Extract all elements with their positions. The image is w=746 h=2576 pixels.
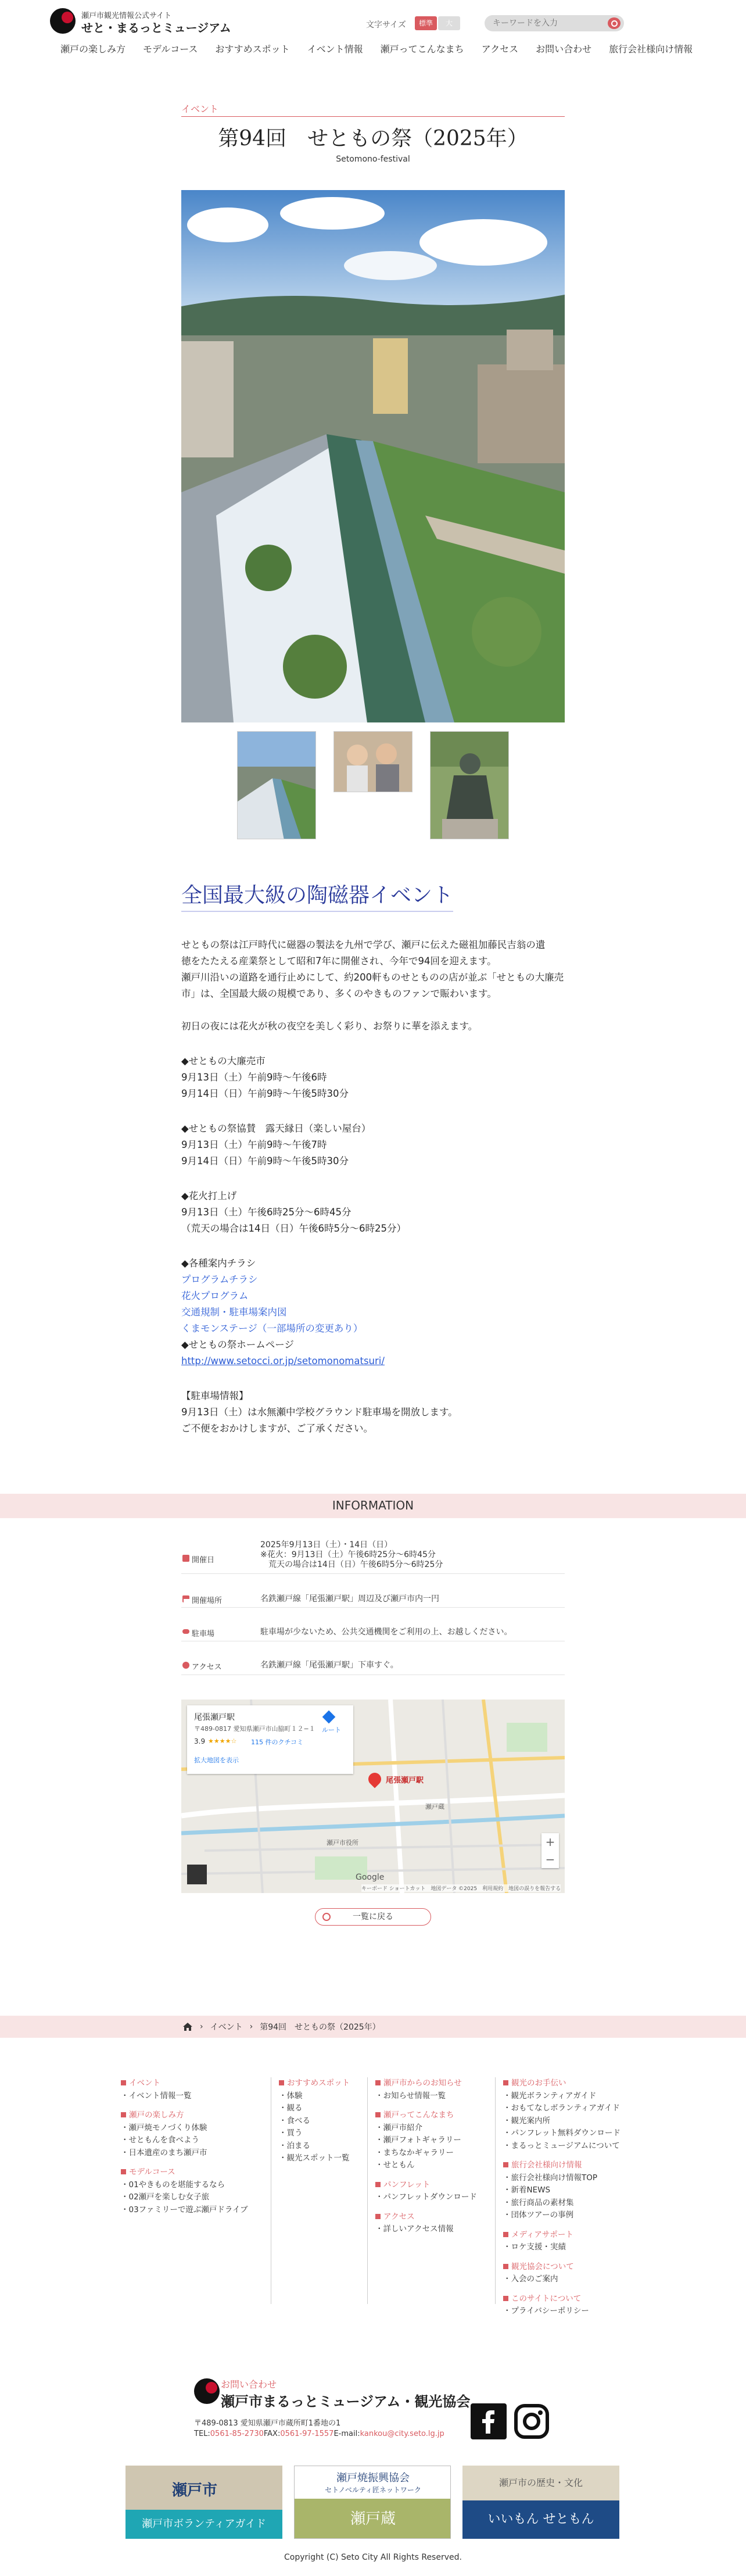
footer-link[interactable]: ・観光ボランティアガイド (503, 2091, 597, 2101)
search-icon[interactable] (608, 17, 621, 29)
nav-item-about-town[interactable]: 瀬戸ってこんなまち (380, 44, 464, 55)
footer-link[interactable]: ・パンフレットダウンロード (375, 2192, 477, 2202)
banner2-subtitle: セトノベルティ匠ネットワーク (325, 2486, 421, 2494)
nav-item-events[interactable]: イベント情報 (307, 44, 363, 55)
info-label-parking: 駐車場 (192, 1630, 215, 1638)
info-label-access: アクセス (192, 1663, 222, 1672)
footer-link[interactable]: ・03ファミリーで遊ぶ瀬戸ドライブ (121, 2205, 248, 2214)
footer-heading[interactable]: イベント (121, 2077, 260, 2090)
footer-heading[interactable]: このサイトについて (503, 2293, 631, 2306)
map-label-setogura: 瀬戸蔵 (425, 1803, 444, 1811)
footer-column-3 (375, 2077, 492, 2236)
footer-divider (495, 2077, 496, 2304)
footer-heading[interactable]: 観光のお手伝い (503, 2077, 631, 2090)
banner-volunteer-guide[interactable] (125, 2466, 282, 2539)
footer-heading[interactable]: 瀬戸ってこんなまち (375, 2109, 492, 2122)
banner2-title: 瀬戸焼振興協会 (336, 2472, 410, 2484)
matsuri-time-2: 9月14日（日）午前9時〜午後5時30分 (181, 1155, 349, 1167)
map-thumbnail-icon[interactable] (187, 1865, 207, 1884)
footer-link[interactable]: ・新着NEWS (503, 2185, 551, 2195)
contact-address: 〒489-0813 愛知県瀬戸市蔵所町1番地の1 (194, 2419, 341, 2428)
footer-link[interactable]: ・せともんを食べよう (121, 2135, 199, 2145)
email-link[interactable]: kankou@city.seto.lg.jp (360, 2430, 444, 2438)
section-heading: 全国最大級の陶磁器イベント (181, 879, 453, 912)
car-icon (182, 1629, 189, 1634)
map-reviews-link[interactable]: 115 件のクチコミ (251, 1738, 304, 1746)
footer-link[interactable]: ・入会のご案内 (503, 2274, 558, 2284)
footer-heading[interactable]: 瀬戸の楽しみ方 (121, 2109, 260, 2122)
contact-phone-line (194, 2430, 444, 2438)
banner-setoyaki-association[interactable] (294, 2466, 451, 2539)
footer-link[interactable]: ・ロケ支援・実績 (503, 2242, 566, 2252)
footer-heading[interactable]: モデルコース (121, 2166, 260, 2179)
map-stars-icon: ★★★★☆ (208, 1737, 237, 1745)
parking-heading: 【駐車場情報】 (181, 1390, 249, 1401)
footer-link[interactable]: ・01やきものを堪能するなら (121, 2180, 225, 2189)
matsuri-time-1: 9月13日（土）午前9時〜午後7時 (181, 1139, 327, 1150)
night-text: 初日の夜には花火が秋の夜空を美しく彩り、お祭りに華を添えます。 (181, 1021, 478, 1032)
nav-item-enjoy[interactable]: 瀬戸の楽しみ方 (60, 44, 126, 55)
program-flyer-link[interactable]: プログラムチラシ (181, 1274, 258, 1285)
footer-link[interactable]: ・旅行会社様向け情報TOP (503, 2173, 598, 2183)
flyers-heading: ◆各種案内チラシ (181, 1258, 256, 1269)
intro-line-3: 瀬戸川沿いの道路を通行止めにして、約200軒ものせとものの店が並ぶ「せともの大廉売 (181, 972, 564, 983)
footer-column-2 (279, 2077, 372, 2165)
footer-link[interactable]: ・観光スポット一覧 (279, 2153, 350, 2163)
intro-line-1: せともの祭は江戸時代に磁器の製法を九州で学び、瀬戸に伝えた磁祖加藤民吉翁の遺 (181, 939, 546, 950)
footer-link[interactable]: ・おもてなしボランティアガイド (503, 2103, 620, 2113)
breadcrumb-events-link[interactable]: イベント (210, 2023, 243, 2032)
banner3-subtitle: いいもん せともん (462, 2500, 619, 2539)
footer-link[interactable]: ・02瀬戸を楽しむ女子旅 (121, 2192, 210, 2202)
map-place-card (187, 1705, 353, 1774)
sale-heading: ◆せともの大廉売市 (181, 1056, 266, 1067)
info-date-1: 2025年9月13日（土）・14日（日） (260, 1540, 393, 1550)
nav-item-spots[interactable]: おすすめスポット (215, 44, 290, 55)
map-route-link[interactable]: ルート (322, 1726, 341, 1734)
map-attribution: キーボード ショートカット 地図データ ©2025 利用規約 地図の誤りを報告する (361, 1884, 561, 1892)
footer-link[interactable]: ・詳しいアクセス情報 (375, 2224, 454, 2234)
contact-organization: 瀬戸市まるっとミュージアム・観光協会 (221, 2393, 471, 2410)
font-size-large-button[interactable]: 大 (438, 16, 460, 30)
info-place-value: 名鉄瀬戸線「尾張瀬戸駅」周辺及び瀬戸市内一円 (260, 1594, 439, 1604)
parking-line-1: 9月13日（土）は水無瀬中学校グラウンド駐車場を開放します。 (181, 1407, 458, 1418)
map-place-address: 〒489-0817 愛知県瀬戸市山脇町１２−１ (194, 1725, 315, 1733)
footer-spacer (375, 2102, 492, 2109)
site-header (0, 0, 746, 64)
footer-column-1 (121, 2077, 260, 2216)
footer-spacer (503, 2286, 631, 2293)
footer-heading[interactable]: パンフレット (375, 2179, 492, 2192)
intro-line-4: 市」は、全国最大級の規模であり、多くのやきものファンで賑わいます。 (181, 988, 497, 999)
info-date-2: ※花火：9月13日（土）午後6時25分〜6時45分 (260, 1550, 436, 1559)
fax-link[interactable]: 0561-97-1557 (280, 2430, 334, 2438)
info-date-3: 荒天の場合は14日（日）午後6時5分〜6時25分 (260, 1560, 443, 1569)
back-arrow-icon (322, 1913, 331, 1921)
map-rating: 3.9 (194, 1737, 206, 1745)
map-larger-link[interactable]: 拡大地図を表示 (194, 1756, 239, 1764)
footer-link[interactable]: ・団体ツアーの事例 (503, 2210, 574, 2220)
nav-item-model-course[interactable]: モデルコース (143, 44, 198, 55)
footer-link[interactable]: ・食べる (279, 2116, 310, 2126)
sale-time-2: 9月14日（日）午前9時〜午後5時30分 (181, 1088, 349, 1099)
fireworks-time-1: 9月13日（土）午後6時25分〜6時45分 (181, 1207, 352, 1218)
tel-link[interactable]: 0561-85-2730 (210, 2430, 264, 2438)
intro-line-2: 徳をたたえる産業祭として昭和7年に開催され、今年で94回を迎えます。 (181, 956, 497, 967)
banner3-title: 瀬戸市の歴史・文化 (462, 2466, 619, 2500)
directions-icon[interactable] (322, 1711, 336, 1724)
kumamon-stage-link[interactable]: くまモンステージ（一部場所の変更あり） (181, 1323, 363, 1334)
festival-homepage-link[interactable]: http://www.setocci.or.jp/setomonomatsuri/ (181, 1355, 385, 1366)
email-label: E-mail: (333, 2430, 360, 2438)
map-label-cityhall: 瀬戸市役所 (327, 1839, 358, 1847)
matsuri-heading: ◆せともの祭協賛 露天縁日（楽しい屋台） (181, 1123, 371, 1134)
footer-link[interactable]: ・日本遺産のまち瀬戸市 (121, 2148, 207, 2158)
fireworks-time-2: （荒天の場合は14日（日）午後6時5分〜6時25分） (181, 1223, 406, 1234)
font-size-standard-button[interactable]: 標準 (415, 16, 437, 30)
home-icon[interactable] (182, 2022, 193, 2031)
site-logo-icon[interactable] (50, 8, 76, 34)
footer-spacer (121, 2159, 260, 2166)
footer-link[interactable]: ・瀬戸市紹介 (375, 2123, 422, 2133)
footer-heading[interactable]: メディアサポート (503, 2229, 631, 2242)
contact-label: お問い合わせ (221, 2379, 277, 2390)
instagram-icon[interactable] (514, 2403, 550, 2439)
footer-link[interactable]: ・体験 (279, 2091, 303, 2101)
search-input[interactable] (485, 15, 624, 31)
category-divider (181, 116, 565, 117)
copyright: Copyright (C) Seto City All Rights Reserved. (284, 2553, 462, 2562)
map-place-name: 尾張瀬戸駅 (194, 1713, 235, 1722)
site-subtitle: 瀬戸市観光情報公式サイト (81, 12, 172, 20)
main-event-photo (181, 190, 565, 722)
nav-item-contact[interactable]: お問い合わせ (536, 44, 592, 55)
footer-heading[interactable]: 瀬戸市からのお知らせ (375, 2077, 492, 2090)
footer-link[interactable]: ・イベント情報一覧 (121, 2091, 192, 2101)
info-access-value: 名鉄瀬戸線「尾張瀬戸駅」下車すぐ。 (260, 1661, 399, 1670)
breadcrumb-separator: › (200, 2022, 203, 2031)
footer-heading[interactable]: 旅行会社様向け情報 (503, 2159, 631, 2172)
footer-spacer (375, 2172, 492, 2179)
page-title: 第94回 せともの祭（2025年） (218, 127, 528, 151)
footer-link[interactable]: ・パンフレット無料ダウンロード (503, 2128, 621, 2138)
page-subtitle: Setomono-festival (336, 155, 410, 164)
breadcrumb (182, 2021, 381, 2033)
footer-link[interactable]: ・プライバシーポリシー (503, 2306, 589, 2316)
font-size-label: 文字サイズ (366, 20, 406, 30)
footer-link[interactable]: ・泊まる (279, 2141, 310, 2151)
sale-time-1: 9月13日（土）午前9時〜午後6時 (181, 1072, 327, 1083)
info-label-date: 開催日 (192, 1556, 215, 1565)
banner1-subtitle: 瀬戸市ボランティアガイド (125, 2510, 282, 2539)
footer-spacer (503, 2254, 631, 2261)
banner1-title: 瀬戸市 (172, 2482, 218, 2499)
footer-link[interactable]: ・まるっとミュージアムについて (503, 2141, 620, 2151)
zoom-control[interactable]: + − (541, 1833, 559, 1868)
footer-spacer (121, 2102, 260, 2109)
info-label-place: 開催場所 (192, 1597, 223, 1605)
calendar-icon (182, 1555, 189, 1562)
footer-divider (367, 2077, 368, 2304)
nav-item-travel-agency[interactable]: 旅行会社様向け情報 (609, 44, 693, 55)
contact-logo-icon (194, 2378, 220, 2404)
footer-heading[interactable]: おすすめスポット (279, 2077, 372, 2090)
fireworks-heading: ◆花火打上げ (181, 1190, 237, 1201)
footer-link[interactable]: ・買う (279, 2128, 303, 2138)
back-to-list-button[interactable]: 一覧に戻る (315, 1908, 431, 1926)
nav-item-access[interactable]: アクセス (481, 44, 519, 55)
fax-label: FAX: (263, 2430, 281, 2438)
flag-icon (182, 1595, 189, 1602)
gallery-thumbnail-3[interactable] (430, 731, 509, 839)
footer-link[interactable]: ・観光案内所 (503, 2116, 550, 2126)
footer-spacer (503, 2152, 631, 2159)
google-logo: Google (356, 1873, 385, 1882)
footer-spacer (375, 2204, 492, 2211)
banner-history-culture[interactable] (462, 2466, 619, 2539)
traffic-map-link[interactable]: 交通規制・駐車場案内図 (181, 1307, 287, 1318)
breadcrumb-separator: › (249, 2022, 253, 2031)
footer-link[interactable]: ・お知らせ情報一覧 (375, 2091, 446, 2101)
main-nav (60, 42, 700, 59)
footer-link[interactable]: ・観る (279, 2103, 303, 2113)
footer-heading[interactable]: 観光協会について (503, 2261, 631, 2274)
map-station-label: 尾張瀬戸駅 (386, 1776, 424, 1785)
footer-link[interactable]: ・まちなかギャラリー (375, 2148, 454, 2158)
information-title: INFORMATION (332, 1498, 414, 1512)
gallery-thumbnail-1[interactable] (237, 731, 316, 839)
site-title[interactable]: せと・まるっとミュージアム (81, 21, 231, 35)
footer-link[interactable]: ・瀬戸フォトギャラリー (375, 2135, 461, 2145)
footer-link[interactable]: ・瀬戸焼モノづくり体験 (121, 2123, 207, 2133)
gallery-thumbnail-2[interactable] (333, 731, 413, 792)
access-icon (182, 1662, 189, 1669)
facebook-icon[interactable] (471, 2403, 507, 2439)
footer-spacer (503, 2222, 631, 2229)
banner2-setogura: 瀬戸蔵 (295, 2499, 451, 2539)
parking-line-2: ご不便をおかけしますが、ご了承ください。 (181, 1423, 373, 1434)
info-parking-value: 駐車場が少ないため、公共交通機関をご利用の上、お越しください。 (260, 1627, 512, 1637)
fireworks-program-link[interactable]: 花火プログラム (181, 1290, 249, 1301)
footer-link[interactable]: ・せともん (375, 2160, 415, 2170)
footer-column-4 (503, 2077, 631, 2318)
google-map[interactable] (181, 1700, 565, 1893)
breadcrumb-current: 第94回 せともの祭（2025年） (260, 2023, 381, 2032)
footer-heading[interactable]: アクセス (375, 2211, 492, 2224)
footer-link[interactable]: ・旅行商品の素材集 (503, 2198, 574, 2208)
homepage-heading: ◆せともの祭ホームページ (181, 1339, 294, 1350)
event-category: イベント (181, 103, 219, 115)
tel-label: TEL: (194, 2430, 210, 2438)
